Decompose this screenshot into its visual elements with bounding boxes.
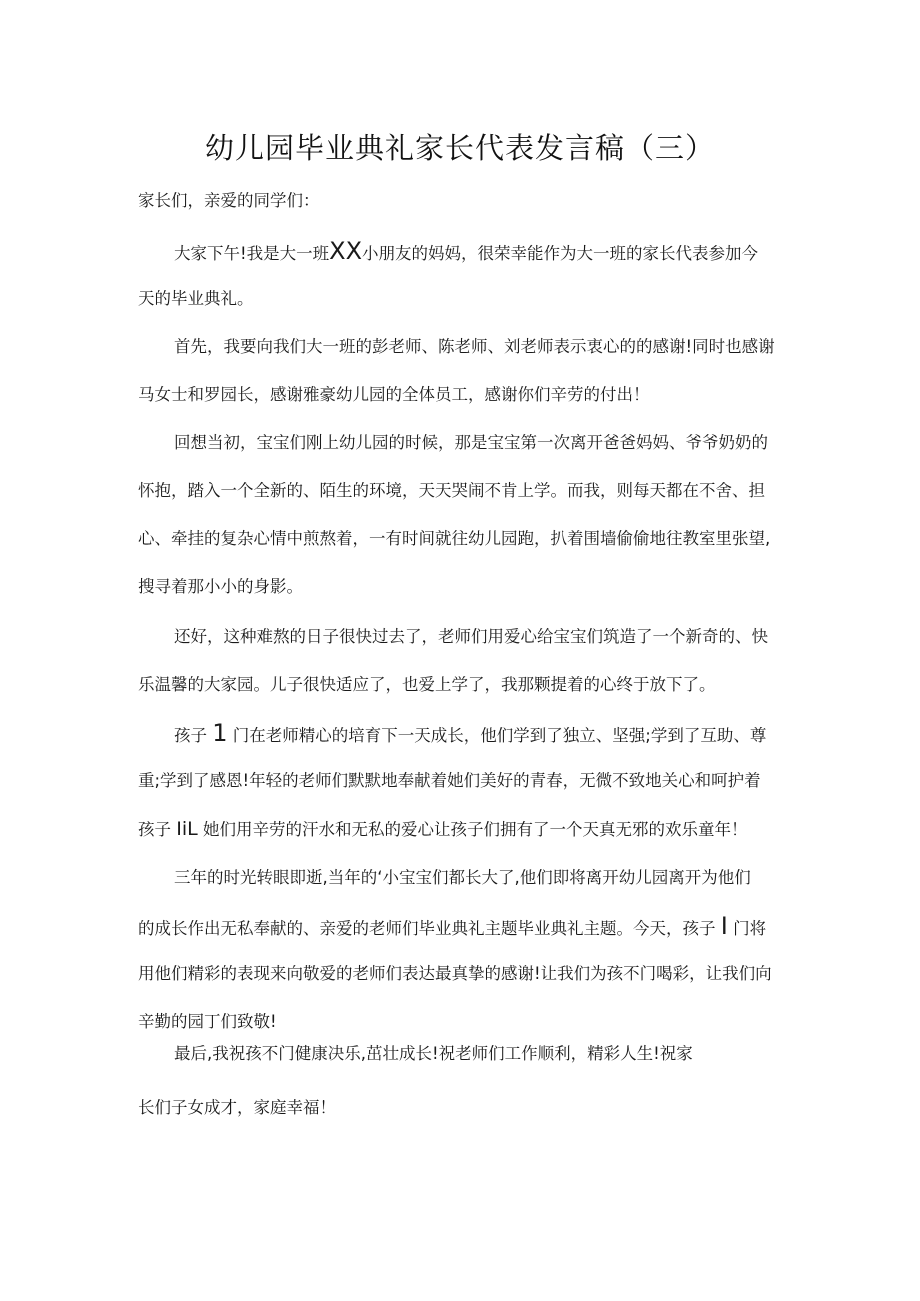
paragraph-3-line-2: 怀抱，踏入一个全新的、陌生的环境，天天哭闹不肯上学。而我，则每天都在不舍、担 [138,481,765,500]
paragraph-5-line-2: 重;学到了感恩!年轻的老师们默默地奉献着她们美好的青春，无微不致地关心和呵护着 [138,771,761,790]
paragraph-1-line-2: 天的毕业典礼。 [138,289,254,308]
paragraph-6-line-3: 用他们精彩的表现来向敬爱的老师们表达最真挚的感谢!让我们为孩不门喝彩，让我们向 [138,964,772,983]
paragraph-3-line-1: 回想当初，宝宝们刚上幼儿园的时候，那是宝宝第一次离开爸爸妈妈、爷爷奶奶的 [174,433,768,452]
paragraph-2-line-2: 马女士和罗园长，感谢雅豪幼儿园的全体员工，感谢你们辛劳的付出！ [138,385,650,404]
paragraph-6-line-4: 辛勤的园丁们致敬! [138,1012,277,1031]
paragraph-3-line-4: 搜寻着那小小的身影。 [138,577,303,596]
paragraph-5-text-b: 门在老师精心的培育下一天成长，他们学到了独立、坚强;学到了互助、尊 [232,726,767,745]
ocr-artifact-iil: IiL [176,818,198,840]
paragraph-4-line-1: 还好，这种难熬的日子很快过去了，老师们用爱心给宝宝们筑造了一个新奇的、快 [174,627,768,646]
ocr-artifact-i: I [720,912,728,940]
paragraph-4-line-2: 乐温馨的大家园。儿子很快适应了，也爱上学了，我那颗提着的心终于放下了。 [138,675,716,694]
paragraph-1-text-a: 大家下午!我是大一班 [174,244,330,263]
paragraph-5-text-d: 她们用辛劳的汗水和无私的爱心让孩子们拥有了一个天真无邪的欢乐童年！ [202,820,748,839]
paragraph-5-text-a: 孩子 [174,726,207,745]
ocr-artifact-1: 1 [212,719,228,747]
document-title: 幼儿园毕业典礼家长代表发言稿（三） [204,131,715,165]
paragraph-2-line-1: 首先，我要向我们大一班的彭老师、陈老师、刘老师表示衷心的的感谢!同时也感谢 [174,337,775,356]
paragraph-5-line-3 [138,817,747,842]
paragraph-7-line-2: 长们子女成才，家庭幸福！ [138,1098,336,1117]
paragraph-3-line-3: 心、牵挂的复杂心情中煎熬着，一有时间就往幼儿园跑，扒着围墙偷偷地往教室里张望, [138,529,771,548]
paragraph-5-line-1 [174,721,766,748]
paragraph-1-line-1 [174,239,758,266]
paragraph-1-text-b: 小朋友的妈妈，很荣幸能作为大一班的家长代表参加今 [362,244,759,263]
placeholder-xx: XX [329,237,363,265]
paragraph-6-text-a: 的成长作出无私奉献的、亲爱的老师们毕业典礼主题毕业典礼主题。今天，孩子 [138,919,716,938]
paragraph-5-text-c: 孩子 [138,820,171,839]
paragraph-6-text-b: 门将 [733,919,767,938]
paragraph-7-line-1: 最后,我祝孩不门健康决乐,茁壮成长!祝老师们工作顺利，精彩人生!祝家 [174,1044,693,1063]
greeting-line: 家长们，亲爱的同学们： [138,191,320,210]
paragraph-6-line-1: 三年的时光转眼即逝,当年的‘小宝宝们都长大了,他们即将离开幼儿园离开为他们 [174,868,751,887]
paragraph-6-line-2 [138,914,766,941]
